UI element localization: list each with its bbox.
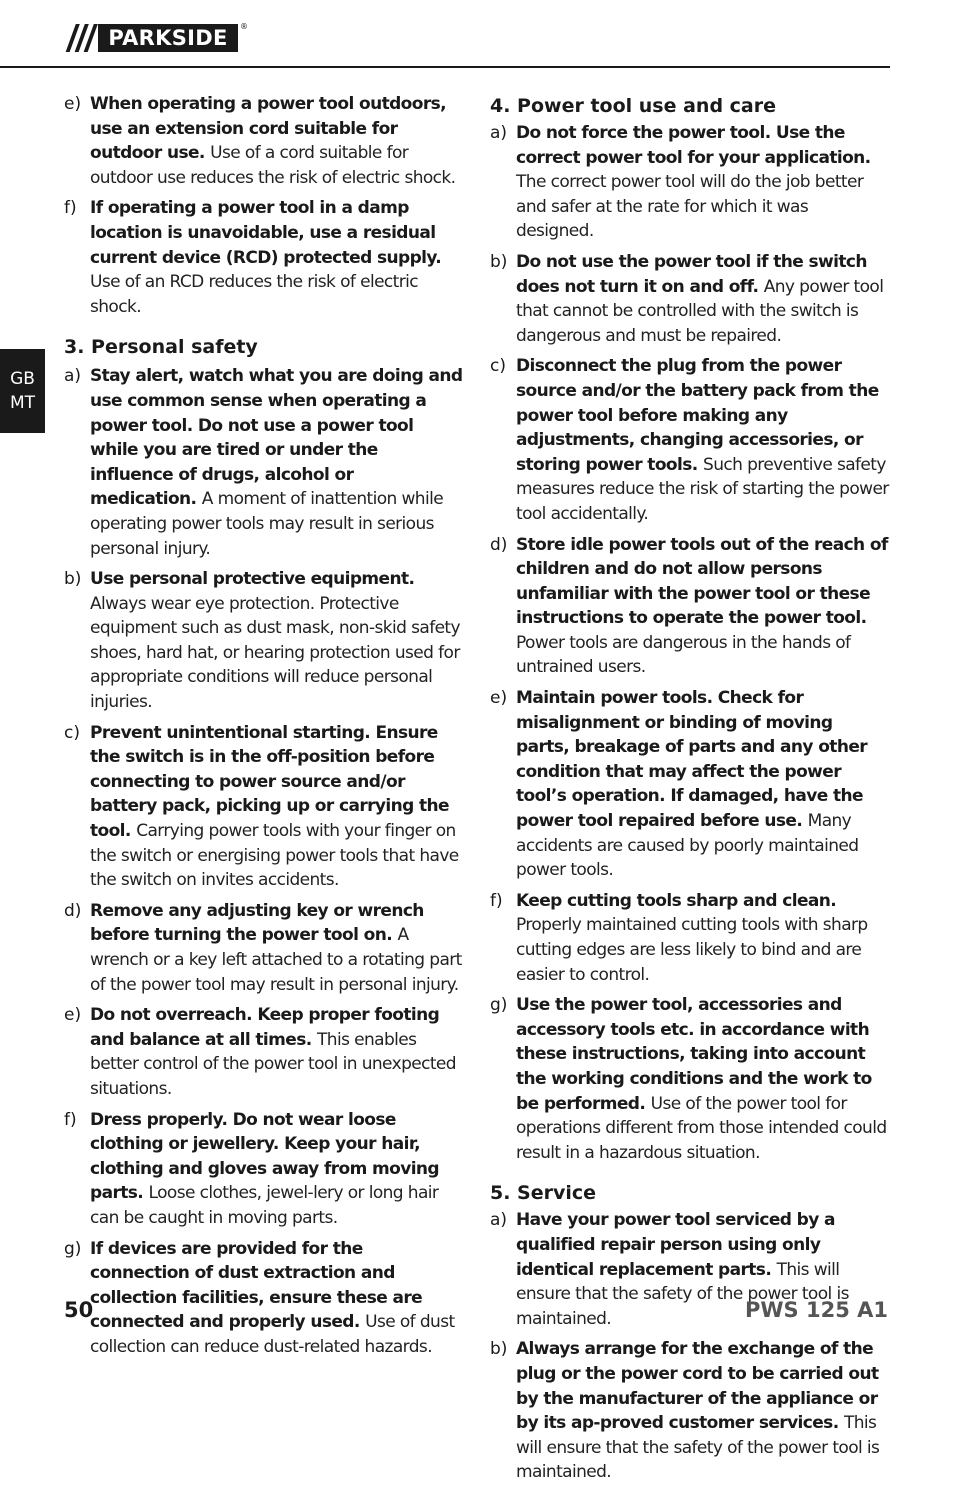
item-bold-text: If devices are provided for the connection of dust extraction and collection facilities, ensure these are connected and properly used. <box>90 1238 423 1333</box>
item-normal-text: Any power tool that cannot be controlled with the switch is dangerous and must be repaired. <box>516 276 884 346</box>
service-items <box>490 1208 890 1485</box>
item-letter: e) <box>490 688 508 709</box>
item-text <box>516 354 890 526</box>
personal-safety-items <box>64 364 464 1359</box>
item-normal-text: The correct power tool will do the job better and safer at the rate for which it was designed. <box>516 172 864 242</box>
item-normal-text: Loose clothes, jewel-lery or long hair can be caught in moving parts. <box>90 1183 439 1228</box>
item-letter: g) <box>490 995 508 1016</box>
item-text <box>90 721 464 893</box>
item-text <box>516 686 890 883</box>
item-normal-text: Use of an RCD reduces the risk of electric shock. <box>90 272 419 317</box>
item-bold-text: Do not use the power tool if the switch does not turn it on and off. <box>516 251 867 297</box>
item-normal-text: A moment of inattention while operating power tools may result in serious personal injury. <box>90 489 444 559</box>
model-name: PWS 125 A1 <box>744 1298 888 1322</box>
item-text <box>90 1003 464 1101</box>
item-normal-text: Use of dust collection can reduce dust-related hazards. <box>90 1312 455 1357</box>
list-item <box>490 121 890 244</box>
list-item <box>490 686 890 883</box>
list-item <box>490 250 890 348</box>
item-normal-text: This will ensure that the safety of the power tool is maintained. <box>516 1259 849 1329</box>
logo-stripes-icon <box>64 24 98 52</box>
list-item <box>490 354 890 526</box>
item-normal-text: Properly maintained cutting tools with sharp cutting edges are less likely to bind and are easier to control. <box>516 915 868 985</box>
item-letter: f) <box>64 1109 77 1130</box>
item-normal-text: Many accidents are caused by poorly maintained power tools. <box>516 811 859 881</box>
item-bold-text: If operating a power tool in a damp location is unavoidable, use a residual current device (RCD) protected supply. <box>90 198 442 268</box>
list-item <box>490 993 890 1165</box>
list-item <box>64 92 464 190</box>
item-letter: a) <box>64 366 82 387</box>
item-bold-text: Maintain power tools. Check for misalignment or binding of moving parts, breakage of parts and any other condition that may affect the power tool’s operation. If damaged, have the power tool repaired before use. <box>516 688 868 832</box>
page-number: 50 <box>64 1298 94 1322</box>
list-item <box>64 567 464 715</box>
item-letter: a) <box>490 123 508 143</box>
header-rule <box>0 66 890 68</box>
item-letter: d) <box>64 900 82 921</box>
item-bold-text: Store idle power tools out of the reach of children and do not allow persons unfamiliar with the power tool or these instructions to operate the power tool. <box>516 534 888 629</box>
item-text <box>516 993 890 1165</box>
section-title-service: 5. Service <box>490 1182 597 1205</box>
list-item <box>64 721 464 893</box>
item-letter: b) <box>490 1339 508 1360</box>
list-item <box>64 899 464 997</box>
item-bold-text: Use the power tool, accessories and accessory tools etc. in accordance with these instructions, taking into account the working conditions and the work to be performed. <box>516 995 872 1114</box>
item-text <box>516 250 890 348</box>
item-text <box>90 567 464 715</box>
list-item <box>64 196 464 319</box>
item-letter: f) <box>64 198 77 219</box>
item-bold-text: Keep cutting tools sharp and clean. <box>516 890 837 911</box>
language-code-mt: MT <box>9 393 36 413</box>
language-code-gb: GB <box>10 369 35 389</box>
list-item <box>64 1003 464 1101</box>
item-normal-text: This will ensure that the safety of the power tool is maintained. <box>516 1413 880 1483</box>
item-normal-text: Always wear eye protection. Protective equipment such as dust mask, non-skid safety shoes, hard hat, or hearing protection used for appropriate conditions will reduce personal injuries. <box>90 593 460 713</box>
section-title-power-tool-use: 4. Power tool use and care <box>490 95 777 117</box>
item-normal-text: Use of a cord suitable for outdoor use reduces the risk of electric shock. <box>90 143 456 188</box>
item-bold-text: Use personal protective equipment. <box>90 569 415 590</box>
parkside-logo <box>64 22 248 52</box>
section-title-personal-safety: 3. Personal safety <box>64 336 258 359</box>
item-text <box>90 1237 464 1360</box>
item-bold-text: Do not force the power tool. Use the correct power tool for your application. <box>516 123 871 168</box>
item-bold-text: Have your power tool serviced by a qualified repair person using only identical replacement parts. <box>516 1210 835 1280</box>
item-normal-text: Carrying power tools with your finger on the switch or energising power tools that have the switch on invites accidents. <box>90 821 459 891</box>
item-letter: b) <box>490 251 508 272</box>
item-text <box>516 121 890 244</box>
item-letter: e) <box>64 94 82 114</box>
item-bold-text: Dress properly. Do not wear loose clothing or jewellery. Keep your hair, clothing and gloves away from moving parts. <box>90 1109 440 1204</box>
registered-mark-icon: ® <box>240 22 248 31</box>
right-column <box>490 92 890 1491</box>
power-tool-use-items <box>490 121 890 1165</box>
item-bold-text: Stay alert, watch what you are doing and use common sense when operating a power tool. Do not use a power tool while you are tired or under the influence of drugs, alcohol or medication. <box>90 366 463 510</box>
item-bold-text: Prevent unintentional starting. Ensure the switch is in the off-position before connecting to power source and/or battery pack, picking up or carrying the tool. <box>90 722 449 842</box>
list-item <box>64 364 464 561</box>
item-text <box>90 364 464 561</box>
list-item <box>64 1237 464 1360</box>
item-letter: g) <box>64 1238 82 1259</box>
item-letter: c) <box>490 356 506 377</box>
item-letter: a) <box>490 1210 508 1231</box>
list-item <box>64 1108 464 1231</box>
logo-text: PARKSIDE <box>108 25 228 50</box>
item-text <box>516 1337 890 1485</box>
item-letter: f) <box>490 890 503 911</box>
list-item <box>490 889 890 987</box>
item-text <box>90 899 464 997</box>
item-bold-text: Remove any adjusting key or wrench before turning the power tool on. <box>90 900 424 946</box>
item-bold-text: Always arrange for the exchange of the plug or the power cord to be carried out by the manufacturer of the appliance or by its ap-proved customer services. <box>516 1339 879 1434</box>
item-letter: d) <box>490 534 508 555</box>
language-tab <box>0 349 45 433</box>
item-normal-text: Power tools are dangerous in the hands of untrained users. <box>516 632 851 678</box>
item-bold-text: When operating a power tool outdoors, use an extension cord suitable for outdoor use. <box>90 94 446 164</box>
item-bold-text: Do not overreach. Keep proper footing and balance at all times. <box>90 1005 440 1050</box>
item-text <box>90 1108 464 1231</box>
item-letter: b) <box>64 569 82 590</box>
list-item <box>490 533 890 681</box>
item-text <box>90 92 464 190</box>
item-normal-text: This enables better control of the power tool in unexpected situations. <box>90 1029 456 1099</box>
item-text <box>516 889 890 987</box>
item-normal-text: Use of the power tool for operations different from those intended could result in a hazardous situation. <box>516 1093 887 1163</box>
item-text <box>516 533 890 681</box>
item-text <box>90 196 464 319</box>
item-letter: e) <box>64 1005 82 1026</box>
item-bold-text: Disconnect the plug from the power source and/or the battery pack from the power tool before making any adjustments, changing accessories, or storing power tools. <box>516 356 879 475</box>
list-item <box>490 1337 890 1485</box>
left-top-items <box>64 92 464 319</box>
item-normal-text: Such preventive safety measures reduce the risk of starting the power tool accidentally. <box>516 454 889 524</box>
item-normal-text: A wrench or a key left attached to a rotating part of the power tool may result in personal injury. <box>90 925 462 995</box>
item-letter: c) <box>64 722 80 743</box>
left-column <box>64 92 464 1366</box>
